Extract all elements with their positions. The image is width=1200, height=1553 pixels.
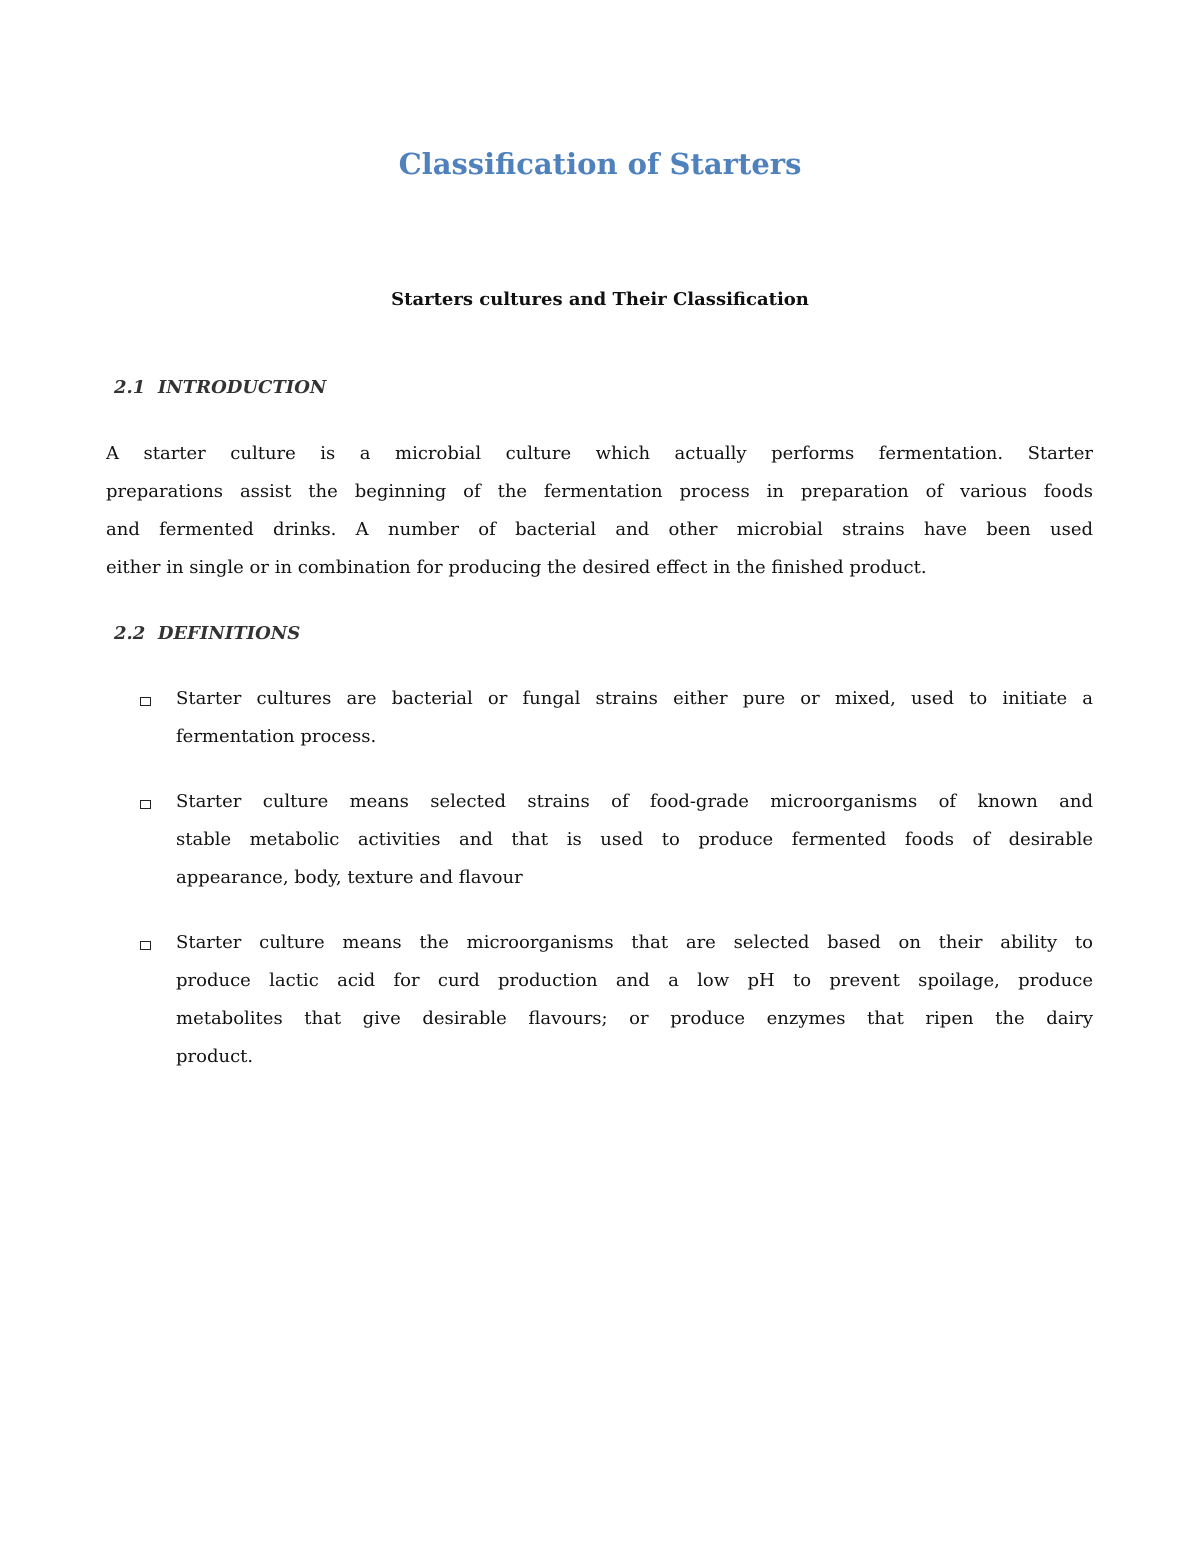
square-bullet-icon xyxy=(140,800,151,809)
definition-line: Starter culture means the microorganisms that are selected based on their ability to xyxy=(176,932,1093,953)
definition-line: Starter cultures are bacterial or fungal strains either pure or mixed, used to initiate a xyxy=(176,688,1093,709)
definition-line: Starter culture means selected strains of food-grade microorganisms of known and xyxy=(176,791,1093,812)
definition-line: appearance, body, texture and flavour xyxy=(176,867,523,888)
definition-line: stable metabolic activities and that is used to produce fermented foods of desirable xyxy=(176,829,1093,850)
square-bullet-icon xyxy=(140,697,151,706)
definition-line: produce lactic acid for curd production and a low pH to prevent spoilage, produce xyxy=(176,970,1093,991)
document-subtitle: Starters cultures and Their Classification xyxy=(391,289,809,310)
paragraph-line: either in single or in combination for producing the desired effect in the finished product. xyxy=(106,557,927,578)
paragraph-line: and fermented drinks. A number of bacterial and other microbial strains have been used xyxy=(106,519,1093,540)
paragraph-line: preparations assist the beginning of the fermentation process in preparation of various foods xyxy=(106,481,1093,502)
definition-line: product. xyxy=(176,1046,254,1067)
paragraph-line: A starter culture is a microbial culture which actually performs fermentation. Starter xyxy=(106,443,1093,464)
document-title: Classification of Starters xyxy=(398,147,802,181)
section-heading-definitions: 2.2 DEFINITIONS xyxy=(114,623,301,644)
square-bullet-icon xyxy=(140,941,151,950)
definition-line: metabolites that give desirable flavours; or produce enzymes that ripen the dairy xyxy=(176,1008,1093,1029)
introduction-paragraph xyxy=(106,439,1093,591)
definition-line: fermentation process. xyxy=(176,726,377,747)
section-heading-introduction: 2.1 INTRODUCTION xyxy=(114,377,327,398)
